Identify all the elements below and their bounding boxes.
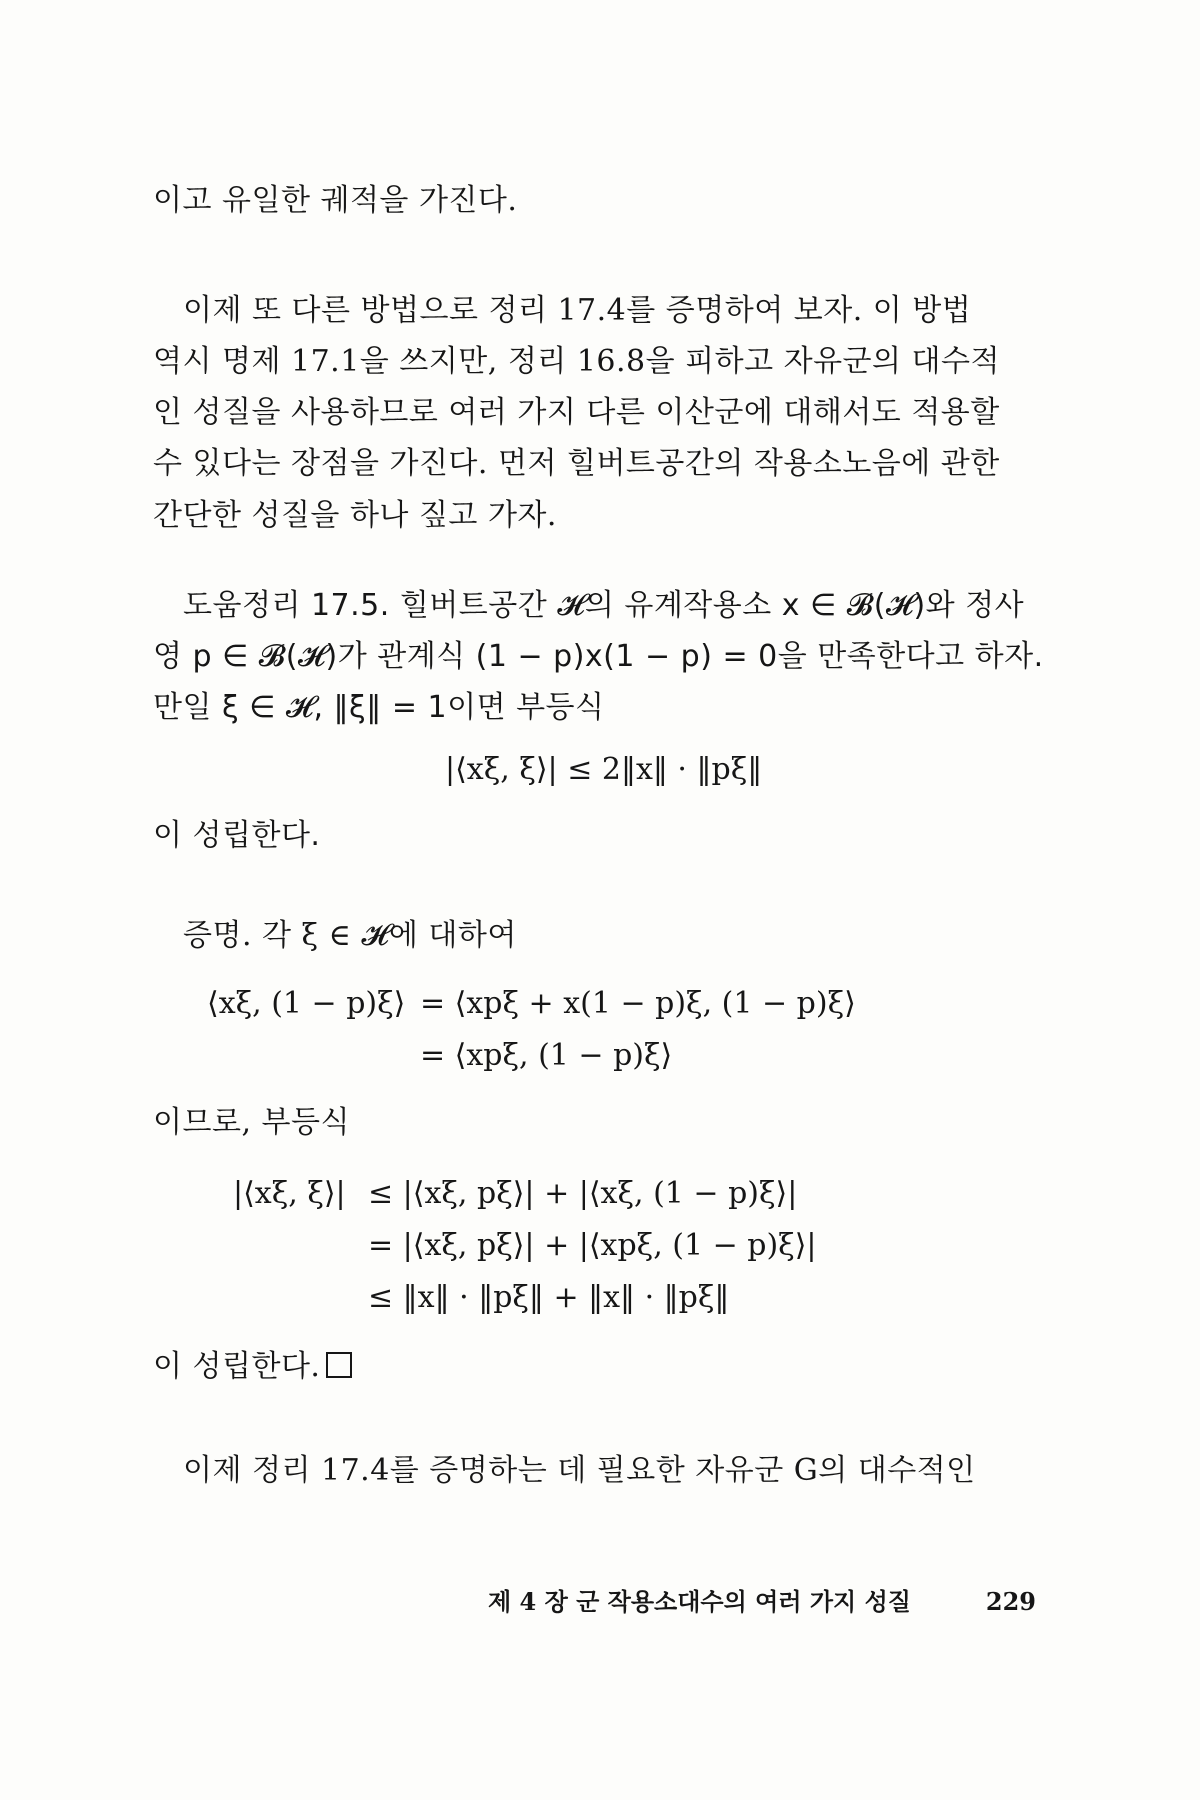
- proof-end-text: 이 성립한다.: [153, 1349, 321, 1384]
- lemma-line: 이 성립한다.: [153, 818, 321, 853]
- inequality-rhs: = |⟨xξ, pξ⟩| + |⟨xpξ, (1 − p)ξ⟩|: [368, 1228, 817, 1263]
- inequality-lhs: |⟨xξ, ξ⟩|: [233, 1176, 346, 1211]
- paragraph-line: 인 성질을 사용하므로 여러 가지 다른 이산군에 대해서도 적용할: [153, 395, 1000, 430]
- text-line: 이므로, 부등식: [153, 1105, 350, 1140]
- inequality-rhs: ≤ |⟨xξ, pξ⟩| + |⟨xξ, (1 − p)ξ⟩|: [368, 1176, 798, 1211]
- page-number: 229: [985, 1587, 1036, 1616]
- paragraph-line: 이제 또 다른 방법으로 정리 17.4를 증명하여 보자. 이 방법: [183, 293, 972, 328]
- proof-end: [153, 1348, 352, 1386]
- text-line: 이고 유일한 궤적을 가진다.: [153, 183, 518, 218]
- paragraph-line: 역시 명제 17.1을 쓰지만, 정리 16.8을 피하고 자유군의 대수적: [153, 344, 1000, 379]
- chapter-title: 제 4 장 군 작용소대수의 여러 가지 성질: [488, 1587, 911, 1616]
- paragraph-line: 간단한 성질을 하나 짚고 가자.: [153, 498, 557, 533]
- lemma-line: 만일 ξ ∈ 𝓗, ‖ξ‖ = 1이면 부등식: [153, 690, 605, 725]
- inequality-rhs: ≤ ‖x‖ · ‖pξ‖ + ‖x‖ · ‖pξ‖: [368, 1280, 730, 1315]
- lemma-line: 도움정리 17.5. 힐버트공간 𝓗의 유계작용소 x ∈ 𝓑(𝓗)와 정사: [183, 588, 1025, 623]
- paragraph-line: 이제 정리 17.4를 증명하는 데 필요한 자유군 G의 대수적인: [183, 1453, 976, 1488]
- qed-box-icon: [326, 1352, 352, 1378]
- equation-rhs: = ⟨xpξ, (1 − p)ξ⟩: [420, 1038, 673, 1073]
- proof-intro: 증명. 각 ξ ∈ 𝓗에 대하여: [183, 918, 517, 953]
- equation-rhs: = ⟨xpξ + x(1 − p)ξ, (1 − p)ξ⟩: [420, 986, 856, 1021]
- lemma-line: 영 p ∈ 𝓑(𝓗)가 관계식 (1 − p)x(1 − p) = 0을 만족한다고 하자.: [153, 639, 1044, 674]
- page-footer: [488, 1587, 1036, 1617]
- paragraph-line: 수 있다는 장점을 가진다. 먼저 힐버트공간의 작용소노음에 관한: [153, 446, 1000, 481]
- lemma-formula: |⟨xξ, ξ⟩| ≤ 2‖x‖ · ‖pξ‖: [445, 752, 763, 787]
- equation-lhs: ⟨xξ, (1 − p)ξ⟩: [207, 986, 406, 1021]
